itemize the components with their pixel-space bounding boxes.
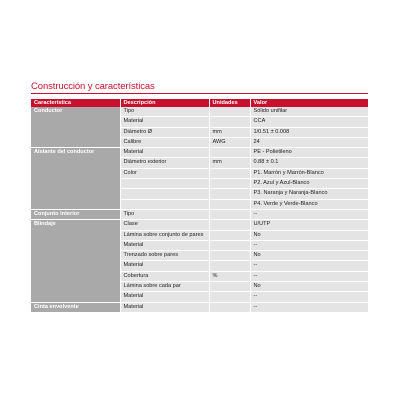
description-cell: Material: [120, 292, 209, 302]
description-cell: [120, 199, 209, 209]
units-cell: [209, 282, 250, 292]
table-row: [31, 148, 368, 158]
description-cell: Diámetro exterior: [120, 158, 209, 168]
characteristic-cell: Conductor: [31, 107, 120, 148]
value-cell: --: [250, 261, 368, 271]
units-cell: [209, 107, 250, 117]
units-cell: [209, 220, 250, 230]
units-cell: [209, 230, 250, 240]
section-title: Construcción y características: [31, 81, 155, 92]
characteristic-cell: Blindaje: [31, 220, 120, 302]
value-cell: P4. Verde y Verde-Blanco: [250, 199, 368, 209]
value-cell: 24: [250, 137, 368, 147]
value-cell: 0.88 ± 0.1: [250, 158, 368, 168]
units-cell: [209, 240, 250, 250]
units-cell: [209, 292, 250, 302]
value-cell: --: [250, 209, 368, 219]
value-cell: P1. Marrón y Marrón-Blanco: [250, 168, 368, 178]
value-cell: --: [250, 292, 368, 302]
value-cell: No: [250, 251, 368, 261]
table-row: [31, 209, 368, 219]
description-cell: Tipo: [120, 209, 209, 219]
units-cell: [209, 209, 250, 219]
units-cell: [209, 117, 250, 127]
description-cell: Material: [120, 302, 209, 312]
units-cell: [209, 179, 250, 189]
description-cell: Diámetro Ø: [120, 127, 209, 137]
description-cell: Calibre: [120, 137, 209, 147]
value-cell: --: [250, 240, 368, 250]
header-unidades: Unidades: [209, 99, 250, 107]
description-cell: Material: [120, 261, 209, 271]
description-cell: Material: [120, 148, 209, 158]
header-caracteristica: Característica: [31, 99, 120, 107]
description-cell: Tipo: [120, 107, 209, 117]
description-cell: [120, 179, 209, 189]
table-row: [31, 107, 368, 117]
units-cell: [209, 148, 250, 158]
characteristic-cell: Conjunto interior: [31, 209, 120, 219]
characteristic-cell: Aislante del conductor: [31, 148, 120, 210]
value-cell: No: [250, 282, 368, 292]
units-cell: [209, 251, 250, 261]
units-cell: [209, 189, 250, 199]
description-cell: Color: [120, 168, 209, 178]
units-cell: [209, 261, 250, 271]
characteristic-cell: Cinta envolvente: [31, 302, 120, 312]
units-cell: [209, 168, 250, 178]
value-cell: U/UTP: [250, 220, 368, 230]
value-cell: --: [250, 271, 368, 281]
value-cell: Sólido unifilar: [250, 107, 368, 117]
units-cell: %: [209, 271, 250, 281]
value-cell: --: [250, 302, 368, 312]
units-cell: [209, 199, 250, 209]
description-cell: Clase: [120, 220, 209, 230]
table-row: [31, 220, 368, 230]
description-cell: Cobertura: [120, 271, 209, 281]
value-cell: 1/0.51 ± 0.008: [250, 127, 368, 137]
table-row: [31, 302, 368, 312]
header-valor: Valor: [250, 99, 368, 107]
units-cell: mm: [209, 158, 250, 168]
value-cell: P3. Naranja y Naranja-Blanco: [250, 189, 368, 199]
table-body: [31, 107, 368, 312]
table-header-row: [31, 99, 368, 107]
units-cell: [209, 302, 250, 312]
units-cell: mm: [209, 127, 250, 137]
description-cell: Material: [120, 240, 209, 250]
value-cell: P2. Azul y Azul-Blanco: [250, 179, 368, 189]
description-cell: Trenzado sobre pares: [120, 251, 209, 261]
description-cell: Lámina sobre cada par: [120, 282, 209, 292]
title-underline: [31, 93, 368, 94]
value-cell: No: [250, 230, 368, 240]
description-cell: Material: [120, 117, 209, 127]
spec-table: [31, 99, 369, 313]
description-cell: [120, 189, 209, 199]
description-cell: Lámina sobre conjunto de pares: [120, 230, 209, 240]
units-cell: AWG: [209, 137, 250, 147]
header-descripcion: Descripción: [120, 99, 209, 107]
value-cell: PE - Polietileno: [250, 148, 368, 158]
value-cell: CCA: [250, 117, 368, 127]
